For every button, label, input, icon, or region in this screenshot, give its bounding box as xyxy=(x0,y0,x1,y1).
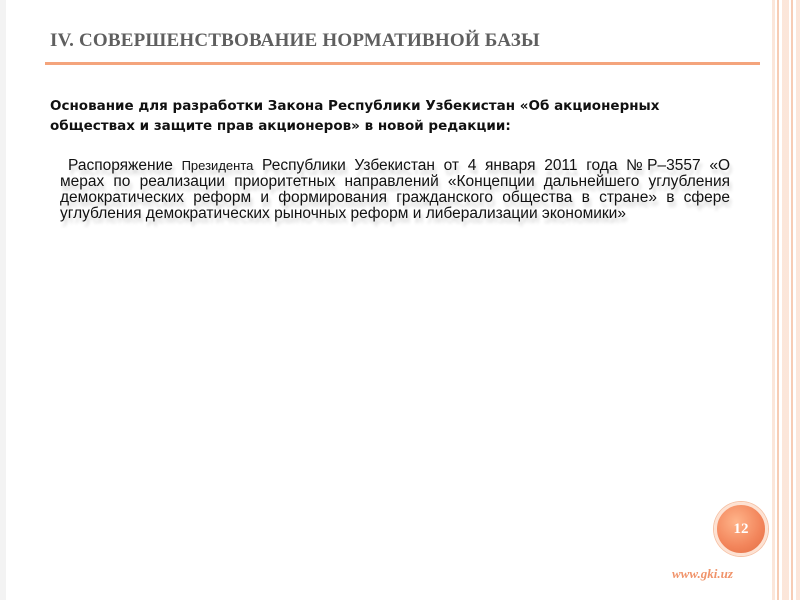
slide-body-text xyxy=(60,158,730,222)
slide-title: IV. СОВЕРШЕНСТВОВАНИЕ НОРМАТИВНОЙ БАЗЫ xyxy=(50,30,540,51)
page-number: 12 xyxy=(733,520,749,537)
body-text-part1: Распоряжение xyxy=(68,157,182,174)
slide-subheading: Основание для разработки Закона Республики Узбекистан «Об акционерных обществах и защите прав акционеров» в новой редакции: xyxy=(50,98,660,134)
page-number-badge xyxy=(714,502,768,556)
body-text-president: Президента xyxy=(181,158,254,173)
left-edge-shade xyxy=(0,0,6,600)
title-underline xyxy=(45,62,760,65)
body-text-part3: Республики Узбекистан от 4 января 2011 года №Р–3557 «О мерах по реализации приоритетных направлений «Концепции дальнейшего углубления демократических реформ и формирования гражданского общества в стране» в сфере углубления демократических рыночных реформ и либерализации экономики» xyxy=(60,157,730,222)
website-link[interactable]: www.gki.uz xyxy=(672,566,733,581)
decorative-right-border xyxy=(772,0,800,600)
